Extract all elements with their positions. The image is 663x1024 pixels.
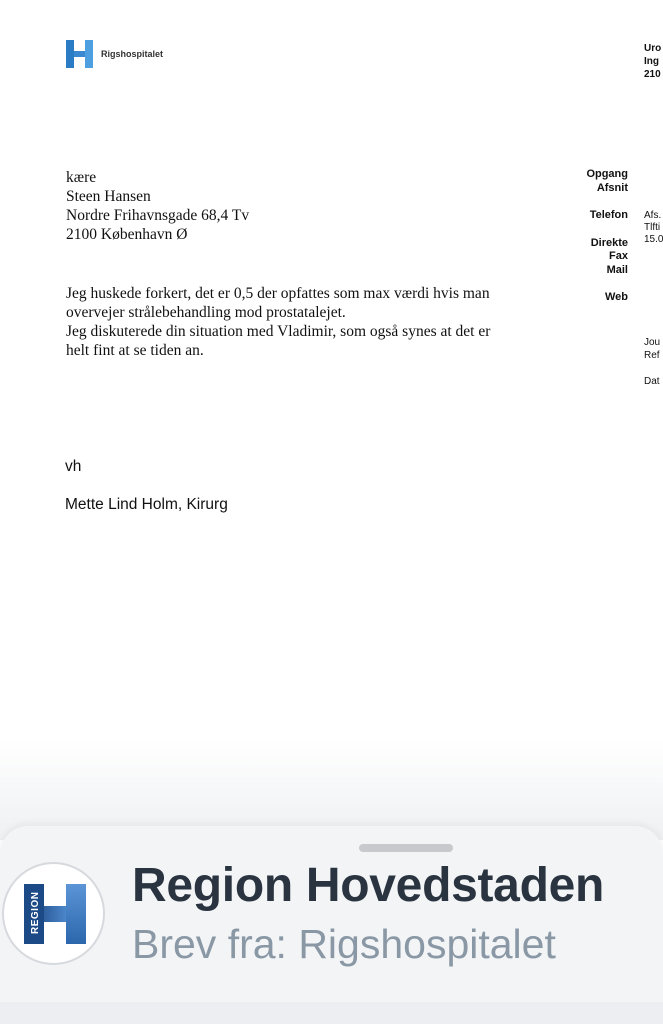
sender-title: Region Hovedstaden bbox=[132, 859, 604, 912]
region-h-logo-icon bbox=[66, 40, 93, 68]
sheet-grabber-handle[interactable] bbox=[359, 844, 453, 852]
label-opgang: Opgang bbox=[586, 168, 628, 180]
signature: Mette Lind Holm, Kirurg bbox=[65, 496, 228, 513]
body-line: Jeg huskede forkert, det er 0,5 der opfattes som max værdi hvis man bbox=[66, 285, 490, 302]
body-line: Jeg diskuterede din situation med Vladimir, som også synes at det er bbox=[66, 323, 491, 340]
recipient-street: Nordre Frihavnsgade 68,4 Tv bbox=[66, 207, 250, 224]
region-hovedstaden-logo-icon bbox=[2, 862, 105, 965]
scroll-fade bbox=[0, 740, 663, 840]
recipient-address bbox=[66, 168, 249, 244]
label-afsnit: Afsnit bbox=[596, 181, 628, 194]
label-telefon: Telefon bbox=[589, 209, 628, 221]
body-line: helt fint at se tiden an. bbox=[66, 342, 204, 359]
contact-values: Afs. Tlfti 15.0 bbox=[644, 210, 663, 245]
closing: vh bbox=[65, 458, 82, 475]
bottom-bar bbox=[0, 1002, 663, 1024]
journal-reference: Jou Ref bbox=[644, 337, 661, 361]
sender-subtitle: Brev fra: Rigshospitalet bbox=[132, 921, 556, 967]
salutation: kære bbox=[66, 169, 97, 186]
recipient-city: 2100 København Ø bbox=[66, 226, 188, 243]
label-mail: Mail bbox=[606, 263, 628, 276]
label-web: Web bbox=[604, 291, 628, 303]
logo-text: Rigshospitalet bbox=[101, 49, 164, 59]
logo-region-label: REGION bbox=[30, 891, 41, 934]
body-line: overvejer strålebehandling mod prostatalejet. bbox=[66, 304, 346, 321]
header-department: Uro Ing 210 bbox=[644, 43, 662, 80]
contact-labels bbox=[586, 168, 628, 305]
date-label: Dat bbox=[644, 376, 660, 387]
label-fax: Fax bbox=[609, 250, 628, 262]
rigshospitalet-logo bbox=[66, 40, 163, 68]
recipient-name: Steen Hansen bbox=[66, 188, 151, 205]
letter-body bbox=[66, 284, 536, 360]
label-direkte: Direkte bbox=[590, 236, 628, 249]
